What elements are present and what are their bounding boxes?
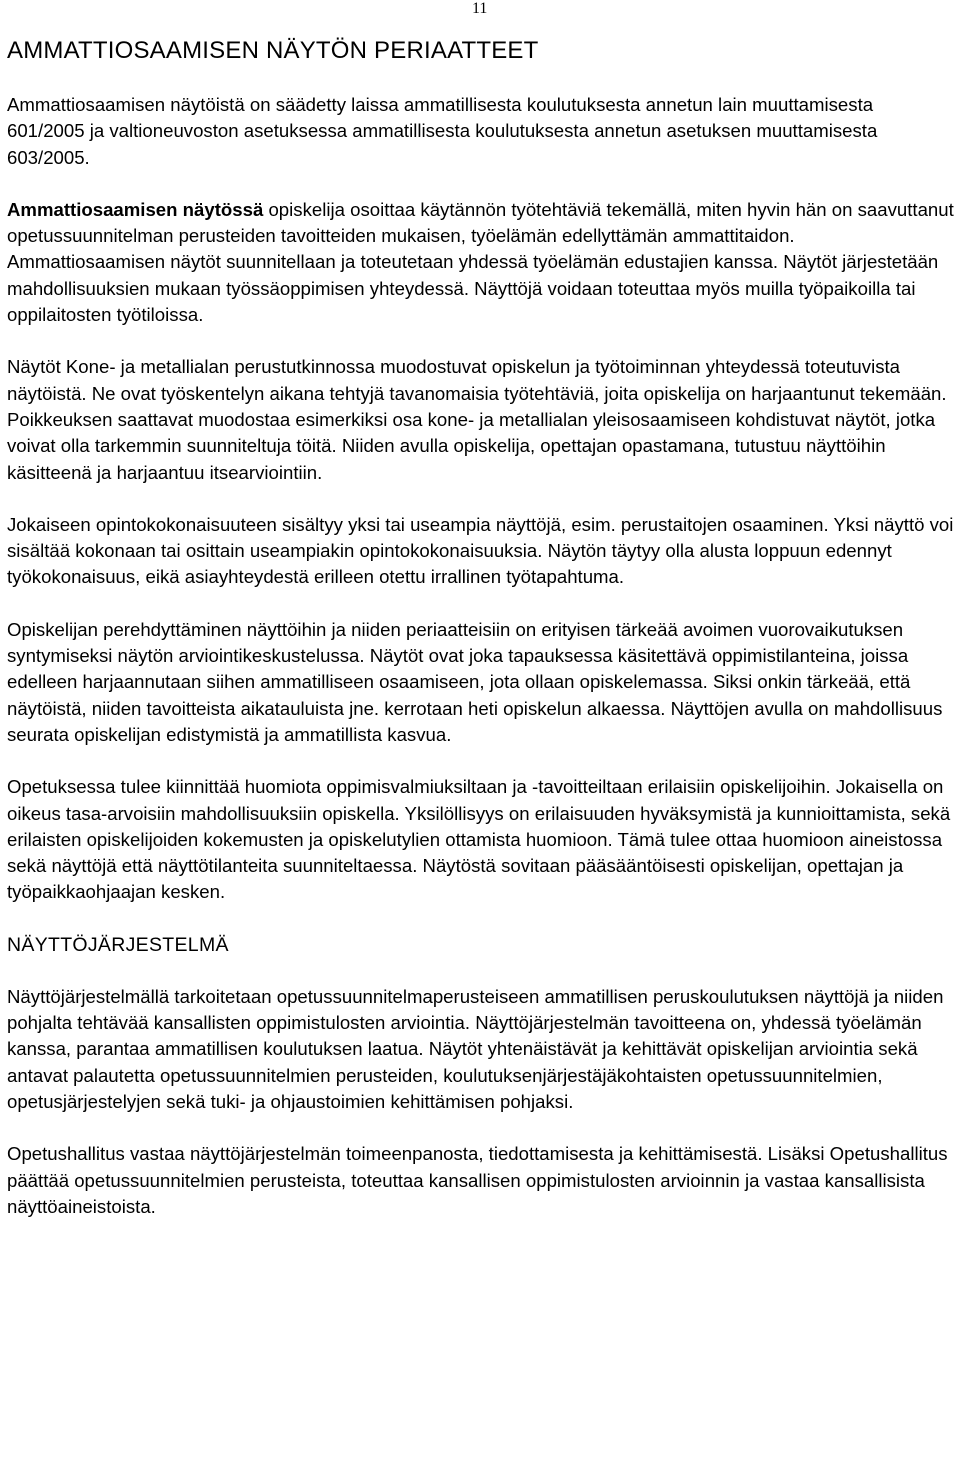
paragraph-legislation: Ammattiosaamisen näytöistä on säädetty laissa ammatillisesta koulutuksesta annetun lain muuttamisesta 601/2005 ja valtioneuvoston asetuksessa ammatillisesta koulutuksesta annetun asetuksen muuttamisesta 603/2005. [7, 94, 878, 168]
paragraph-demonstration-definition [7, 197, 955, 328]
paragraph-demonstration-text: opiskelija osoittaa käytännön työtehtäviä tekemällä, miten hyvin hän on saavuttanut opetussuunnitelman perusteiden tavoitteiden mukaisen, työelämän edellyttämän ammattitaidon. Ammattiosaamisen näytöt suunnitellaan ja toteutetaan yhdessä työelämän edustajien kanssa. Näytöt järjestetään mahdollisuuksien mukaan työssäoppimisen yhteydessä. Näyttöjä voidaan toteuttaa myös muilla työpaikoilla tai oppilaitosten työtiloissa. [7, 198, 954, 326]
emphasized-lead: Ammattiosaamisen näytössä [7, 198, 264, 220]
paragraph-orientation: Opiskelijan perehdyttäminen näyttöihin ja niiden periaatteisiin on erityisen tärkeää avoimen vuorovaikutuksen syntymiseksi näytön arviointikeskustelussa. Näytöt ovat joka tapauksessa käsitettävä oppimistilanteina, joissa edelleen harjaannutaan siihen ammatilliseen osaamiseen, jota ollaan opiskelemassa. Siksi onkin tärkeää, että näytöistä, niiden tavoitteista aikatauluista jne. kerrotaan heti opiskelun alkaessa. Näyttöjen avulla on mahdollisuus seurata opiskelijan edistymistä ja ammatillista kasvua. [7, 618, 943, 745]
paragraph-equality: Opetuksessa tulee kiinnittää huomiota oppimisvalmiuksiltaan ja -tavoitteiltaan erilaisiin opiskelijoihin. Jokaisella on oikeus tasa-arvoisiin mahdollisuuksiin opiskella. Yksilöllisyys on erilaisuuden hyväksymistä ja kunnioittamista, sekä erilaisten opiskelijoiden kokemusten ja opiskelutylien ottamista huomioon. Tämä tulee ottaa huomioon aineistossa sekä näyttöjä että näyttötilanteita suunniteltaessa. Näytöstä sovitaan pääsääntöisesti opiskelijan, opettajan ja työpaikkaohjaajan kesken. [7, 776, 951, 903]
paragraph-board-responsibility: Opetushallitus vastaa näyttöjärjestelmän toimeenpanosta, tiedottamisesta ja kehittämisestä. Lisäksi Opetushallitus päättää opetussuunnitelmien perusteista, toteuttaa kansallisen oppimistulosten arvioinnin ja vastaa kansallisista näyttöaineistoista. [7, 1143, 948, 1217]
paragraph-system-definition: Näyttöjärjestelmällä tarkoitetaan opetussuunnitelmaperusteiseen ammatillisen peruskoulutuksen näyttöjä ja niiden pohjalta tehtävää kansallisten oppimistulosten arviointia. Näyttöjärjestelmän tavoitteena on, yhdessä työelämän kanssa, parantaa ammatillisen koulutuksen laatua. Näytöt yhtenäistävät ja kehittävät opiskelijan arviointia sekä antavat palautetta opetussuunnitelmien perusteiden, koulutuksenjärjestäjäkohtaisten opetussuunnitelmien, opetusjärjestelyjen sekä tuki- ja ohjaustoimien kehittämisen pohjaksi. [7, 985, 944, 1112]
document-body [7, 36, 955, 1220]
main-heading: AMMATTIOSAAMISEN NÄYTÖN PERIAATTEET [7, 37, 539, 64]
paragraph-study-units: Jokaiseen opintokokonaisuuteen sisältyy yksi tai useampia näyttöjä, esim. perustaitojen osaaminen. Yksi näyttö voi sisältää kokonaan tai osittain useampiakin opintokokonaisuuksia. Näytön täytyy olla alusta loppuun edennyt työkokonaisuus, eikä asiayhteydestä erilleen otettu irrallinen työtapahtuma. [7, 513, 954, 588]
section-heading-system: NÄYTTÖJÄRJESTELMÄ [7, 933, 229, 956]
page-number: 11 [472, 0, 488, 17]
paragraph-demonstrations-in-degree: Näytöt Kone- ja metallialan perustutkinnossa muodostuvat opiskelun ja työtoiminnan yhteydessä toteutuvista näytöistä. Ne ovat työskentelyn aikana tehtyjä tavanomaisia työtehtäviä, joita opiskelija on harjaantunut tekemään. Poikkeuksen saattavat muodostaa esimerkiksi osa kone- ja metallialan yleisosaamiseen kohdistuvat näytöt, jotka voivat olla tarkemmin suunniteltuja töitä. Niiden avulla opiskelija, opettajan opastamana, tutustuu näyttöihin käsitteenä ja harjaantuu itsearviointiin. [7, 356, 947, 483]
